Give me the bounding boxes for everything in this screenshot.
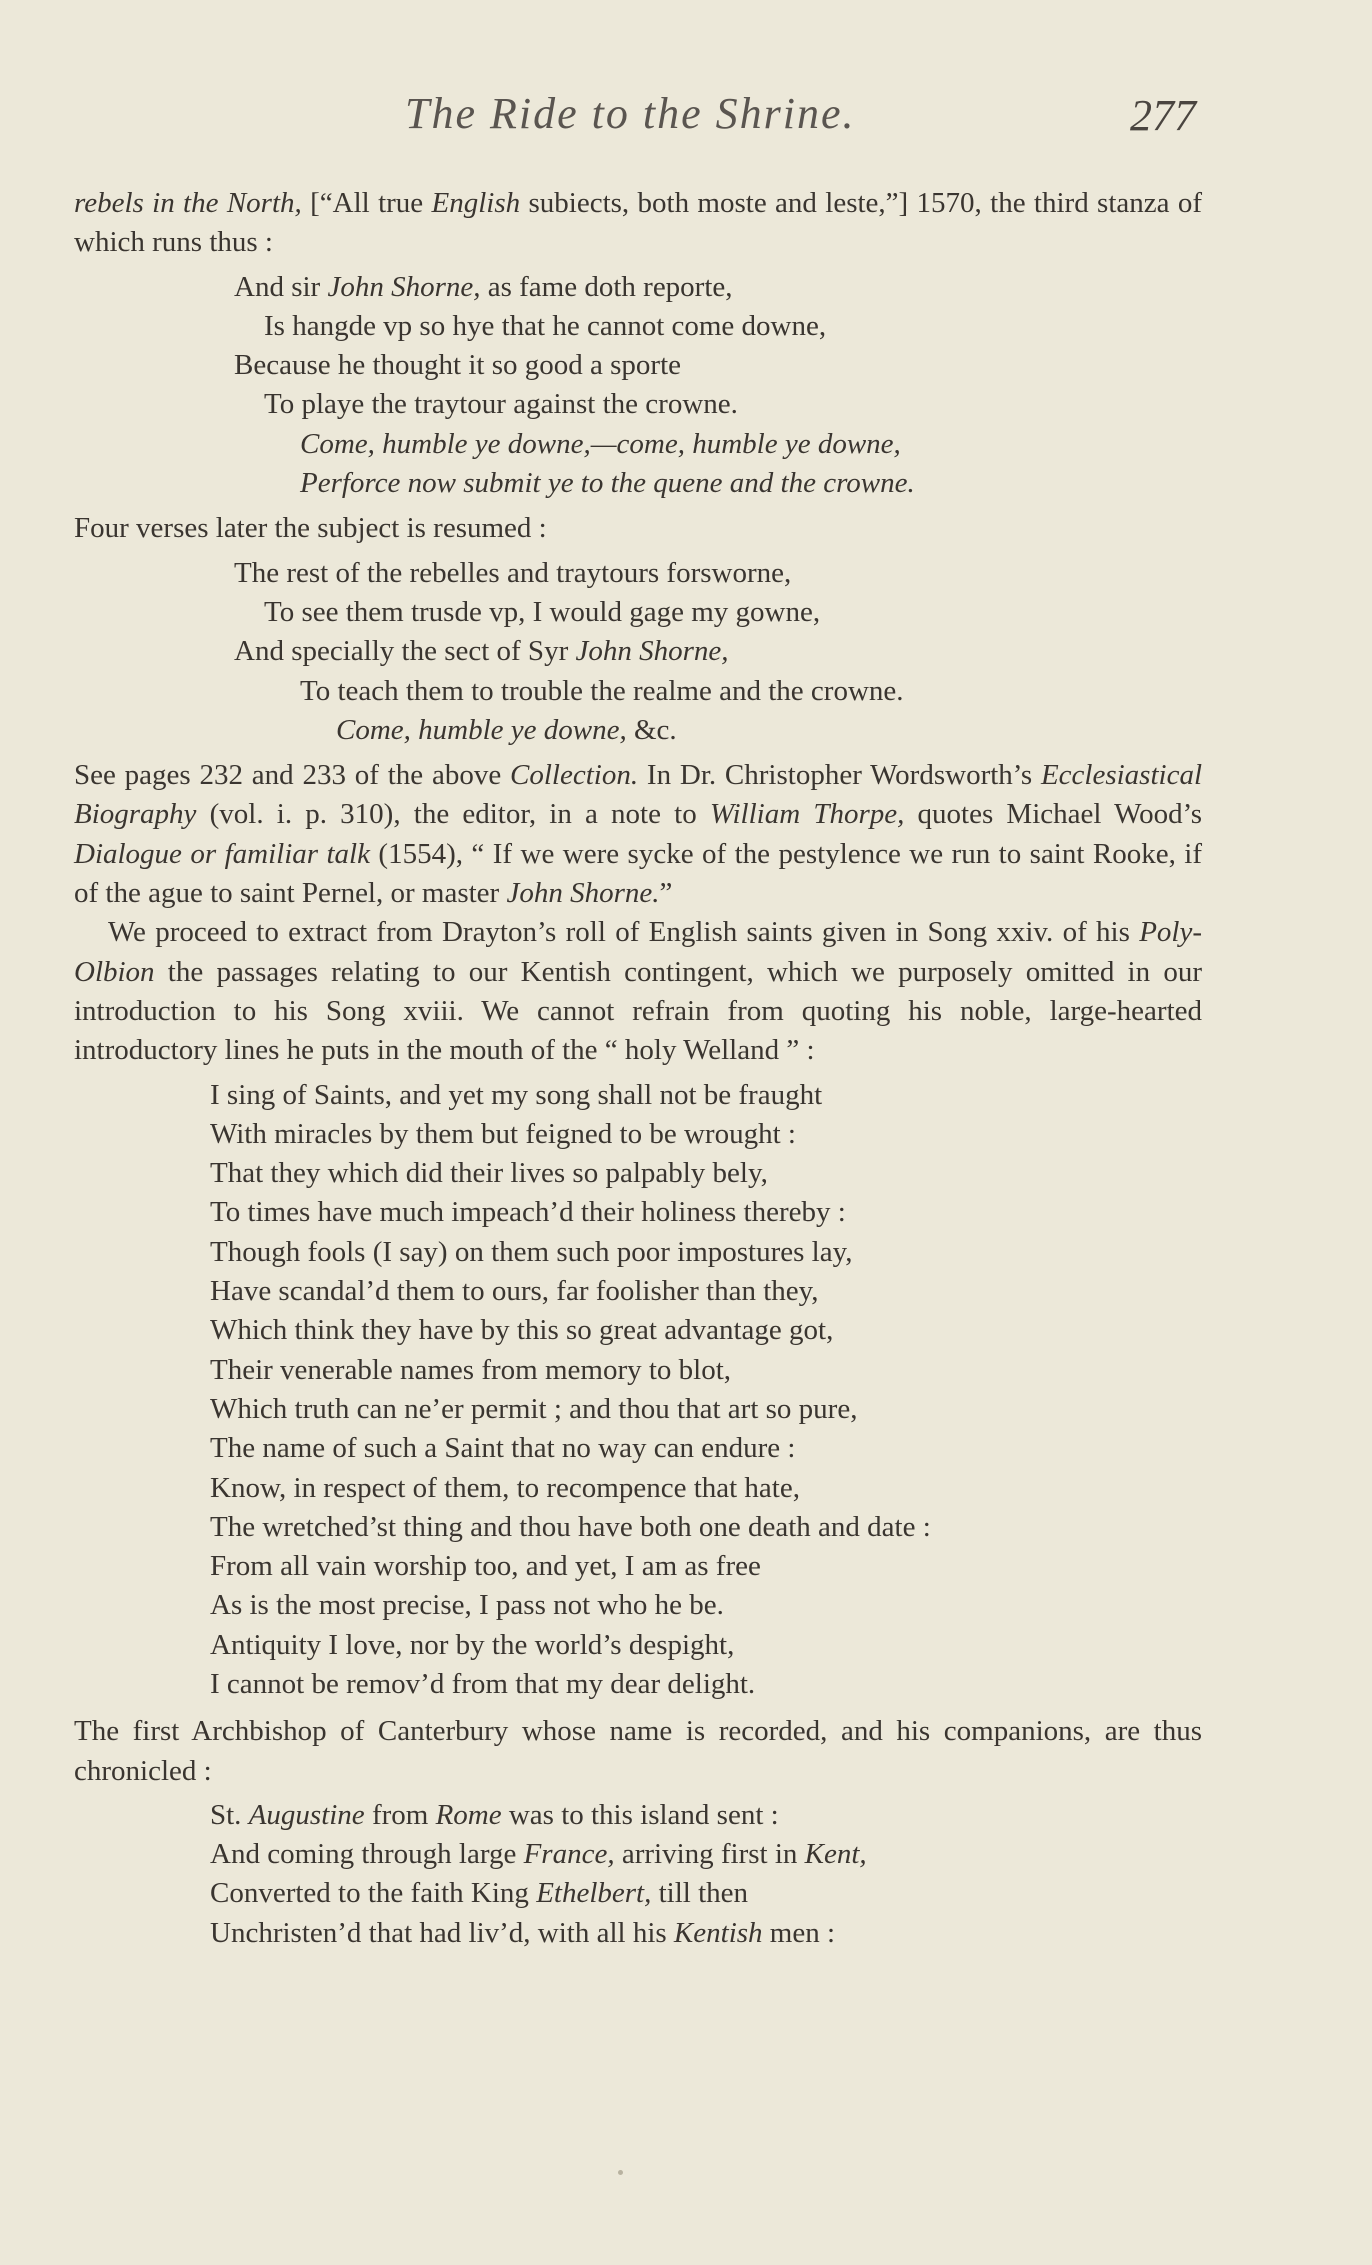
- verse-line: And sir John Shorne, as fame doth reporte,: [234, 270, 733, 303]
- verse-augustine: [74, 1796, 1202, 1953]
- verse-line: The name of such a Saint that no way can endure :: [210, 1432, 796, 1465]
- verse-line: Antiquity I love, nor by the world’s despight,: [210, 1628, 735, 1661]
- verse-line: Is hangde vp so hye that he cannot come downe,: [264, 309, 827, 342]
- paragraph-four-verses: Four verses later the subject is resumed :: [74, 512, 547, 545]
- running-header: [0, 88, 1372, 148]
- verse-line: Their venerable names from memory to blot,: [210, 1353, 732, 1386]
- verse-line: With miracles by them but feigned to be wrought :: [210, 1117, 796, 1150]
- verse-line: To see them trusde vp, I would gage my gowne,: [264, 595, 821, 628]
- paragraph-see-pages: See pages 232 and 233 of the above Collection. In Dr. Christopher Wordsworth’s Ecclesiastical Biography (vol. i. p. 310), the editor, in a note to William Thorpe, quotes Michael Wood’s Dialogue or familiar talk (1554), “ If we were sycke of the pestylence we run to saint Rooke, if of the ague to saint Pernel, or master John Shorne.”: [74, 759, 1202, 910]
- verse-line: The rest of the rebelles and traytours forsworne,: [234, 556, 792, 589]
- verse-line: St. Augustine from Rome was to this island sent :: [210, 1798, 779, 1831]
- paragraph-drayton: We proceed to extract from Drayton’s roll of English saints given in Song xxiv. of his Poly-Olbion the passages relating to our Kentish contingent, which we purposely omitted in our introduction to his Song xviii. We cannot refrain from quoting his noble, large-hearted introductory lines he puts in the mouth of the “ holy Welland ” :: [74, 916, 1202, 1067]
- verse-line: I sing of Saints, and yet my song shall not be fraught: [210, 1078, 823, 1111]
- verse-line: Though fools (I say) on them such poor impostures lay,: [210, 1235, 853, 1268]
- verse-line: That they which did their lives so palpably bely,: [210, 1157, 768, 1190]
- paragraph-archbishop: The first Archbishop of Canterbury whose name is recorded, and his companions, are thus chronicled :: [74, 1715, 1202, 1787]
- verse-line: Which think they have by this so great advantage got,: [210, 1314, 834, 1347]
- verse-line: Converted to the faith King Ethelbert, till then: [210, 1877, 749, 1910]
- verse-stanza-2: [74, 554, 1202, 750]
- page-number: 277: [1130, 91, 1196, 140]
- verse-stanza-1: [74, 268, 1202, 504]
- verse-refrain: Come, humble ye downe,—come, humble ye downe,: [300, 427, 901, 460]
- body-text: [74, 184, 1202, 1959]
- verse-line: From all vain worship too, and yet, I am as free: [210, 1550, 761, 1583]
- verse-line: I cannot be remov’d from that my dear delight.: [210, 1667, 756, 1700]
- verse-line: As is the most precise, I pass not who he be.: [210, 1589, 724, 1622]
- verse-line: Because he thought it so good a sporte: [234, 349, 681, 382]
- verse-line: Have scandal’d them to ours, far foolisher than they,: [210, 1275, 819, 1308]
- verse-line: Know, in respect of them, to recompence that hate,: [210, 1471, 800, 1504]
- verse-refrain: Perforce now submit ye to the quene and the crowne.: [300, 467, 915, 500]
- paper-speck: [618, 2170, 623, 2175]
- verse-line: To times have much impeach’d their holiness thereby :: [210, 1196, 846, 1229]
- verse-line: To teach them to trouble the realme and the crowne.: [300, 674, 904, 707]
- verse-refrain: Come, humble ye downe, &c.: [336, 713, 677, 746]
- verse-line: Which truth can ne’er permit ; and thou that art so pure,: [210, 1392, 858, 1425]
- paragraph-ballad-intro: rebels in the North, [“All true English subiects, both moste and leste,”] 1570, the third stanza of which runs thus :: [74, 187, 1203, 259]
- verse-line: The wretched’st thing and thou have both one death and date :: [210, 1510, 931, 1543]
- verse-line: Unchristen’d that had liv’d, with all his Kentish men :: [210, 1916, 836, 1949]
- verse-line: To playe the traytour against the crowne.: [264, 388, 738, 421]
- running-title: The Ride to the Shrine.: [405, 89, 856, 138]
- verse-line: And specially the sect of Syr John Shorne,: [234, 635, 729, 668]
- verse-drayton: [74, 1076, 1202, 1705]
- verse-line: And coming through large France, arriving first in Kent,: [210, 1838, 867, 1871]
- ballad-title-part: rebels in the North,: [74, 187, 302, 219]
